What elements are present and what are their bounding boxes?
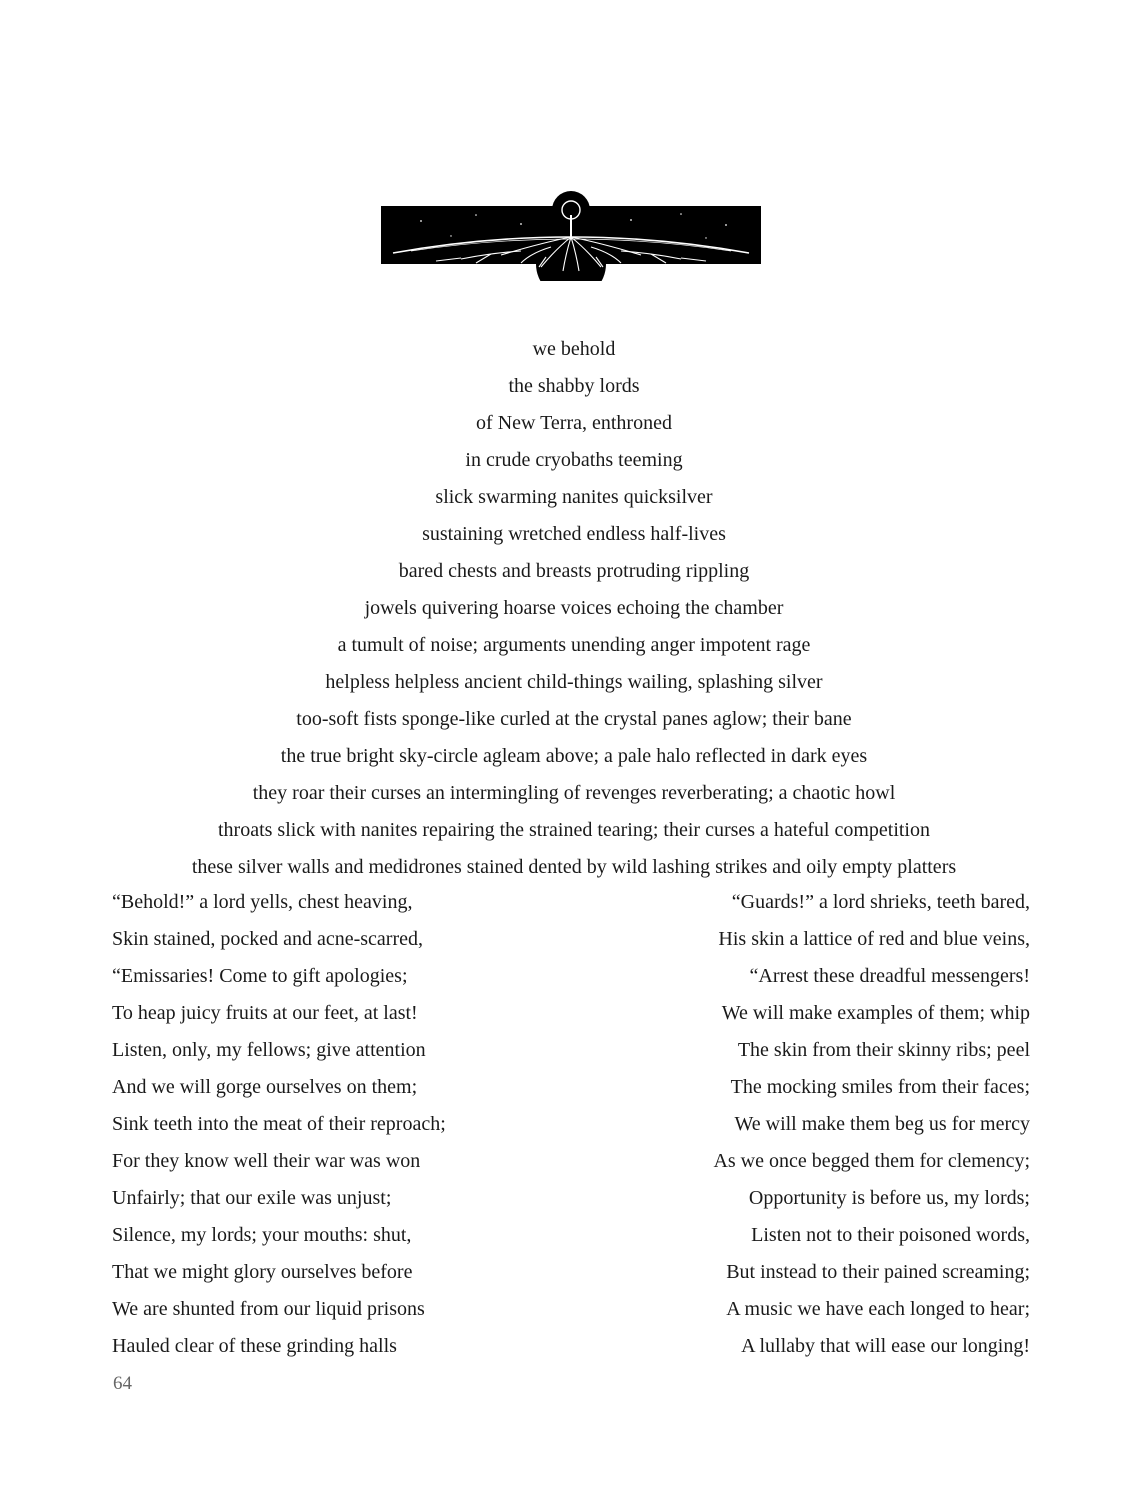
verse-line: And we will gorge ourselves on them; bbox=[112, 1076, 418, 1098]
left-verse-column bbox=[112, 884, 552, 1365]
verse-line: Listen not to their poisoned words, bbox=[751, 1224, 1030, 1246]
verse-line: they roar their curses an intermingling of revenges reverberating; a chaotic howl bbox=[252, 782, 896, 804]
verse-line: To heap juicy fruits at our feet, at last! bbox=[112, 1002, 418, 1024]
verse-line: we behold bbox=[532, 338, 616, 360]
verse-line: “Behold!” a lord yells, chest heaving, bbox=[112, 891, 413, 913]
verse-line: these silver walls and medidrones stained dented by wild lashing strikes and oily empty platters bbox=[191, 856, 957, 878]
verse-line: Silence, my lords; your mouths: shut, bbox=[112, 1224, 412, 1246]
verse-line: For they know well their war was won bbox=[112, 1150, 421, 1172]
page-number: 64 bbox=[113, 1373, 132, 1394]
verse-line: “Emissaries! Come to gift apologies; bbox=[112, 965, 408, 987]
verse-line: helpless helpless ancient child-things wailing, splashing silver bbox=[325, 671, 823, 693]
verse-line: That we might glory ourselves before bbox=[112, 1261, 413, 1283]
verse-line: A lullaby that will ease our longing! bbox=[741, 1335, 1030, 1357]
verse-line: the shabby lords bbox=[508, 375, 640, 397]
verse-line: slick swarming nanites quicksilver bbox=[435, 486, 713, 508]
centered-verse bbox=[0, 331, 1148, 886]
verse-line: “Arrest these dreadful messengers! bbox=[749, 965, 1030, 987]
verse-line: A music we have each longed to hear; bbox=[726, 1298, 1030, 1320]
verse-line: jowels quivering hoarse voices echoing the chamber bbox=[364, 597, 784, 619]
verse-line: Hauled clear of these grinding halls bbox=[112, 1335, 397, 1357]
verse-line: The mocking smiles from their faces; bbox=[730, 1076, 1030, 1098]
verse-line: But instead to their pained screaming; bbox=[726, 1261, 1030, 1283]
verse-line: the true bright sky-circle agleam above; a pale halo reflected in dark eyes bbox=[280, 745, 868, 767]
verse-line: of New Terra, enthroned bbox=[476, 412, 672, 434]
right-verse-column bbox=[590, 884, 1030, 1365]
verse-line: We will make examples of them; whip bbox=[721, 1002, 1030, 1024]
verse-line: throats slick with nanites repairing the strained tearing; their curses a hateful competition bbox=[217, 819, 930, 841]
verse-line: As we once begged them for clemency; bbox=[713, 1150, 1030, 1172]
ornament-lower-disc bbox=[536, 264, 606, 281]
verse-line: His skin a lattice of red and blue veins, bbox=[718, 928, 1030, 950]
verse-line: We will make them beg us for mercy bbox=[734, 1113, 1030, 1135]
verse-line: Skin stained, pocked and acne-scarred, bbox=[112, 928, 423, 950]
verse-line: Sink teeth into the meat of their reproach; bbox=[112, 1113, 446, 1135]
verse-line: Unfairly; that our exile was unjust; bbox=[112, 1187, 392, 1209]
verse-line: “Guards!” a lord shrieks, teeth bared, bbox=[731, 891, 1030, 913]
verse-line: too-soft fists sponge-like curled at the crystal panes aglow; their bane bbox=[296, 708, 852, 730]
verse-line: Listen, only, my fellows; give attention bbox=[112, 1039, 426, 1061]
verse-line: Opportunity is before us, my lords; bbox=[748, 1187, 1030, 1209]
verse-line: The skin from their skinny ribs; peel bbox=[737, 1039, 1030, 1061]
verse-line: a tumult of noise; arguments unending anger impotent rage bbox=[337, 634, 811, 656]
tree-roots-emblem-icon bbox=[381, 191, 761, 281]
verse-line: We are shunted from our liquid prisons bbox=[112, 1298, 425, 1320]
verse-line: sustaining wretched endless half-lives bbox=[422, 523, 726, 545]
verse-line: bared chests and breasts protruding rippling bbox=[398, 560, 750, 582]
verse-line: in crude cryobaths teeming bbox=[465, 449, 683, 471]
